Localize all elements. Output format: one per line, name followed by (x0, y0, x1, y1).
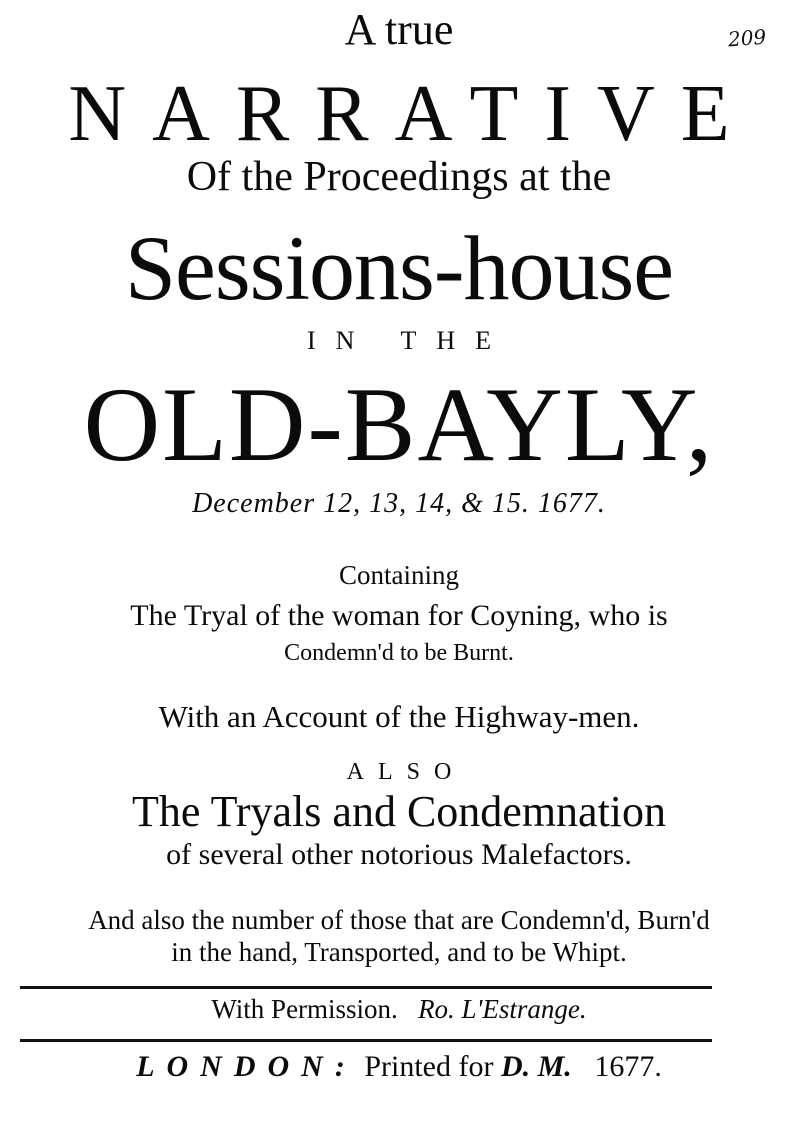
tryal-line: The Tryal of the woman for Coyning, who is (130, 599, 668, 632)
folio-number: 209 (727, 24, 767, 52)
also-label: ALSO (346, 759, 466, 785)
number-line-2: in the hand, Transported, and to be Whipt. (171, 937, 627, 967)
permission-label: With Permission. (211, 994, 398, 1024)
date-line: December 12, 13, 14, & 15. 1677. (192, 488, 606, 519)
title-line-in-the: IN THE (306, 326, 511, 355)
imprint-printer: D. M. (500, 1050, 572, 1083)
title-line-a-true: A true (344, 5, 454, 54)
imprint-year: 1677. (594, 1050, 662, 1083)
permission-line (0, 996, 798, 1023)
condemned-line: Condemn'd to be Burnt. (284, 640, 514, 666)
title-line-sessions-house: Sessions-house (124, 217, 674, 319)
top-rule (20, 986, 712, 989)
number-line-1: And also the number of those that are Condemn'd, Burn'd (88, 905, 710, 935)
title-line-old-bayly: OLD-BAYLY, (83, 366, 715, 483)
bottom-rule (20, 1039, 712, 1042)
containing-label: Containing (339, 560, 459, 590)
malefactors-line: of several other notorious Malefactors. (166, 838, 632, 871)
imprint-city: LONDON: (136, 1050, 357, 1083)
licenser-name: Ro. L'Estrange. (418, 994, 587, 1024)
title-line-narrative: NARRATIVE (68, 70, 756, 158)
tryals-line: The Tryals and Condemnation (131, 787, 667, 836)
title-line-proceedings: Of the Proceedings at the (186, 154, 612, 200)
imprint-printed-for: Printed for (364, 1050, 494, 1083)
account-line: With an Account of the Highway-men. (158, 699, 640, 734)
imprint-line (0, 1052, 798, 1082)
